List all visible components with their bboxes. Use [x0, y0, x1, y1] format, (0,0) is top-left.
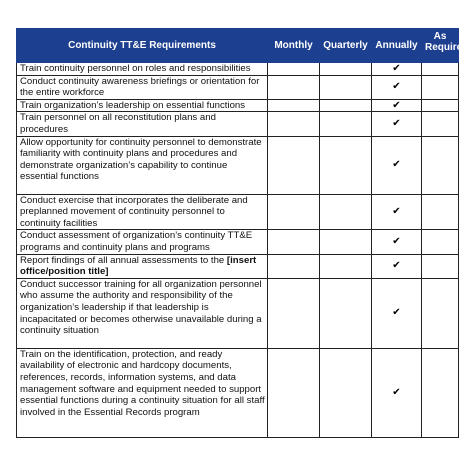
- table-body: [17, 63, 459, 438]
- annually-cell: [372, 63, 422, 76]
- requirement-cell: [17, 348, 268, 437]
- table-row: [17, 75, 459, 99]
- requirement-cell: [17, 99, 268, 112]
- as-required-cell: [422, 230, 459, 254]
- table-row: [17, 136, 459, 194]
- table-row: [17, 348, 459, 437]
- table-row: [17, 254, 459, 278]
- checkmark-icon: ✔: [392, 118, 401, 130]
- requirement-cell: [17, 194, 268, 230]
- monthly-cell: [268, 75, 320, 99]
- checkmark-icon: ✔: [392, 260, 401, 272]
- as-required-cell: [422, 254, 459, 278]
- checkmark-icon: ✔: [392, 99, 401, 111]
- quarterly-cell: [320, 194, 372, 230]
- quarterly-cell: [320, 63, 372, 76]
- tte-requirements-table-container: [16, 28, 469, 445]
- header-as-required: As Required: [422, 29, 459, 63]
- annually-cell: [372, 278, 422, 348]
- as-required-cell: [422, 278, 459, 348]
- monthly-cell: [268, 136, 320, 194]
- quarterly-cell: [320, 112, 372, 136]
- monthly-cell: [268, 99, 320, 112]
- requirement-cell: [17, 63, 268, 76]
- as-required-cell: [422, 136, 459, 194]
- quarterly-cell: [320, 136, 372, 194]
- as-required-cell: [422, 194, 459, 230]
- header-requirement: Continuity TT&E Requirements: [17, 29, 268, 63]
- tte-requirements-table: [16, 28, 469, 438]
- requirement-text: Conduct exercise that incorporates the deliberate and preplanned movement of continuity personnel to continuity facilities: [20, 194, 248, 229]
- header-quarterly: Quarterly: [320, 29, 372, 63]
- quarterly-cell: [320, 278, 372, 348]
- requirement-cell: [17, 230, 268, 254]
- requirement-text: Report findings of all annual assessments to the: [20, 254, 227, 266]
- as-required-cell: [422, 99, 459, 112]
- checkmark-icon: ✔: [392, 236, 401, 248]
- monthly-cell: [268, 112, 320, 136]
- as-required-cell: [422, 75, 459, 99]
- checkmark-icon: ✔: [392, 386, 401, 398]
- quarterly-cell: [320, 254, 372, 278]
- annually-cell: [372, 348, 422, 437]
- annually-cell: [372, 99, 422, 112]
- checkmark-icon: ✔: [392, 307, 401, 319]
- table-row: [17, 112, 459, 136]
- quarterly-cell: [320, 230, 372, 254]
- annually-cell: [372, 75, 422, 99]
- requirement-text: Train on the identification, protection, and ready availability of electronic and hardcopy documents, references, records, information systems, and data management software and equipment needed to support essential functions during a continuity situation for all staff involved in the Essential Records program: [20, 348, 265, 418]
- requirement-bold-text: [insert office/position title]: [20, 254, 257, 278]
- header-monthly: Monthly: [268, 29, 320, 63]
- checkmark-icon: ✔: [392, 63, 401, 74]
- annually-cell: [372, 254, 422, 278]
- requirement-text: Conduct continuity awareness briefings or orientation for the entire workforce: [20, 75, 260, 99]
- as-required-cell: [422, 112, 459, 136]
- table-row: [17, 99, 459, 112]
- requirement-text: Train personnel on all reconstitution plans and procedures: [20, 112, 216, 135]
- requirement-text: Conduct assessment of organization’s continuity TT&E programs and continuity plans and programs: [20, 230, 253, 253]
- requirement-text: Train continuity personnel on roles and responsibilities: [20, 63, 251, 74]
- annually-cell: [372, 112, 422, 136]
- requirement-text: Allow opportunity for continuity personnel to demonstrate familiarity with continuity plans and procedures and demonstrate organization’s capability to continue essential functions: [20, 136, 262, 183]
- checkmark-icon: ✔: [392, 81, 401, 93]
- requirement-cell: [17, 278, 268, 348]
- table-row: [17, 230, 459, 254]
- monthly-cell: [268, 348, 320, 437]
- monthly-cell: [268, 194, 320, 230]
- table-row: [17, 63, 459, 76]
- table-row: [17, 278, 459, 348]
- requirement-cell: [17, 254, 268, 278]
- requirement-cell: [17, 112, 268, 136]
- requirement-text: Conduct successor training for all organization personnel who assume the authority and responsibility of the organization’s leadership if that leadership is incapacitated or becomes otherwise unavailable during a continuity situation: [20, 278, 262, 337]
- checkmark-icon: ✔: [392, 159, 401, 171]
- table-header-row: [17, 29, 459, 63]
- header-annually: Annually: [372, 29, 422, 63]
- quarterly-cell: [320, 348, 372, 437]
- monthly-cell: [268, 278, 320, 348]
- as-required-cell: [422, 348, 459, 437]
- annually-cell: [372, 194, 422, 230]
- checkmark-icon: ✔: [392, 206, 401, 218]
- requirement-text: Train organization’s leadership on essential functions: [20, 99, 246, 111]
- quarterly-cell: [320, 99, 372, 112]
- table-row: [17, 194, 459, 230]
- monthly-cell: [268, 63, 320, 76]
- monthly-cell: [268, 254, 320, 278]
- annually-cell: [372, 136, 422, 194]
- monthly-cell: [268, 230, 320, 254]
- annually-cell: [372, 230, 422, 254]
- quarterly-cell: [320, 75, 372, 99]
- requirement-cell: [17, 136, 268, 194]
- requirement-cell: [17, 75, 268, 99]
- as-required-cell: [422, 63, 459, 76]
